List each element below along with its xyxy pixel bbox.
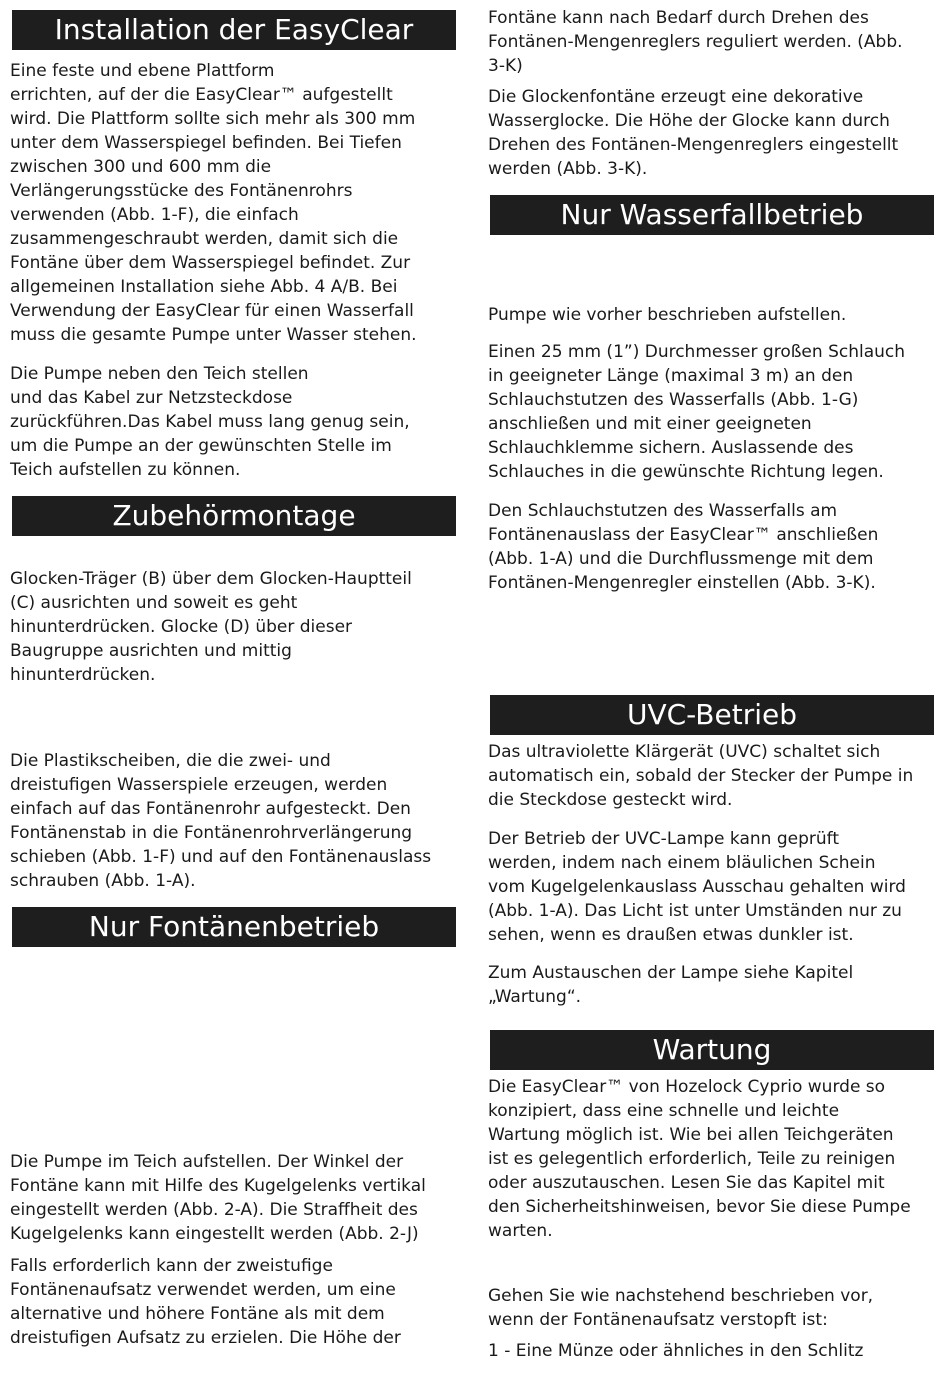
- wartung-paragraph-3: 1 - Eine Münze oder ähnliches in den Schlitz: [488, 1341, 864, 1361]
- fontaene-paragraph-2: Falls erforderlich kann der zweistufige Fontänenaufsatz verwendet werden, um eine alternative und höhere Fontäne als mit dem dreistufigen Aufsatz zu erzielen. Die Höhe der: [10, 1256, 401, 1348]
- installation-paragraph-2: Die Pumpe neben den Teich stellen und das Kabel zur Netzsteckdose zurückführen.Das Kabel muss lang genug sein, um die Pumpe an der gewünschten Stelle im Teich aufstellen zu können.: [10, 364, 410, 480]
- wartung-heading: Wartung: [490, 1030, 934, 1070]
- uvc-paragraph-3: Zum Austauschen der Lampe siehe Kapitel „Wartung“.: [488, 963, 854, 1007]
- installation-paragraph-1: Eine feste und ebene Plattform errichten, auf der die EasyClear™ aufgestellt wird. Die Plattform sollte sich mehr als 300 mm unter dem Wasserspiegel befinden. Bei Tiefen zwischen 300 und 600 mm die Verlängerungsstücke des Fontänenrohrs verwenden (Abb. 1-F), die einfach zusammengeschraubt werden, damit sich die Fontäne über dem Wasserspiegel befindet. Zur allgemeinen Installation siehe Abb. 4 A/B. Bei Verwendung der EasyClear für einen Wasserfall muss die gesamte Pumpe unter Wasser stehen.: [10, 61, 417, 345]
- installation-heading: Installation der EasyClear: [12, 10, 456, 50]
- fontaene-heading: Nur Fontänenbetrieb: [12, 907, 456, 947]
- zubehoer-paragraph-1: Glocken-Träger (B) über dem Glocken-Hauptteil (C) ausrichten und soweit es geht hinunterdrücken. Glocke (D) über dieser Baugruppe ausrichten und mittig hinunterdrücken.: [10, 569, 412, 685]
- wartung-paragraph-1: Die EasyClear™ von Hozelock Cyprio wurde so konzipiert, dass eine schnelle und leichte Wartung möglich ist. Wie bei allen Teichgeräten ist es gelegentlich erforderlich, Teile zu reinigen oder auszutauschen. Lesen Sie das Kapitel mit den Sicherheitshinweisen, bevor Sie diese Pumpe warten.: [488, 1077, 911, 1241]
- wasserfall-paragraph-3: Den Schlauchstutzen des Wasserfalls am Fontänenauslass der EasyClear™ anschließen (Abb. 1-A) und die Durchflussmenge mit dem Fontänen-Mengenregler einstellen (Abb. 3-K).: [488, 501, 879, 593]
- uvc-heading: UVC-Betrieb: [490, 695, 934, 735]
- wasserfall-paragraph-2: Einen 25 mm (1”) Durchmesser großen Schlauch in geeigneter Länge (maximal 3 m) an den Schlauchstutzen des Wasserfalls (Abb. 1-G) anschließen und mit einer geeigneten Schlauchklemme sichern. Auslassende des Schlauches in die gewünschte Richtung legen.: [488, 342, 906, 482]
- fontaene-paragraph-1: Die Pumpe im Teich aufstellen. Der Winkel der Fontäne kann mit Hilfe des Kugelgelenks vertikal eingestellt werden (Abb. 2-A). Die Straffheit des Kugelgelenks kann eingestellt werden (Abb. 2-J): [10, 1152, 426, 1244]
- uvc-paragraph-2: Der Betrieb der UVC-Lampe kann geprüft werden, indem nach einem bläulichen Schein vom Kugelgelenkauslass Ausschau gehalten wird (Abb. 1-A). Das Licht ist unter Umständen nur zu sehen, wenn es draußen etwas dunkler ist.: [488, 829, 906, 945]
- zubehoer-paragraph-2: Die Plastikscheiben, die die zwei- und dreistufigen Wasserspiele erzeugen, werden einfach auf das Fontänenrohr aufgesteckt. Den Fontänenstab in die Fontänenrohrverlängerung schieben (Abb. 1-F) und auf den Fontänenauslass schrauben (Abb. 1-A).: [10, 751, 432, 891]
- fontaene-cont-paragraph-2: Die Glockenfontäne erzeugt eine dekorative Wasserglocke. Die Höhe der Glocke kann durch Drehen des Fontänen-Mengenreglers eingestellt werden (Abb. 3-K).: [488, 87, 899, 179]
- fontaene-cont-paragraph-1: Fontäne kann nach Bedarf durch Drehen des Fontänen-Mengenreglers reguliert werden. (Abb. 3-K): [488, 8, 903, 76]
- wartung-paragraph-2: Gehen Sie wie nachstehend beschrieben vor, wenn der Fontänenaufsatz verstopft ist:: [488, 1286, 874, 1330]
- wasserfall-heading: Nur Wasserfallbetrieb: [490, 195, 934, 235]
- uvc-paragraph-1: Das ultraviolette Klärgerät (UVC) schaltet sich automatisch ein, sobald der Stecker der Pumpe in die Steckdose gesteckt wird.: [488, 742, 914, 810]
- zubehoer-heading: Zubehörmontage: [12, 496, 456, 536]
- wasserfall-paragraph-1: Pumpe wie vorher beschrieben aufstellen.: [488, 305, 847, 325]
